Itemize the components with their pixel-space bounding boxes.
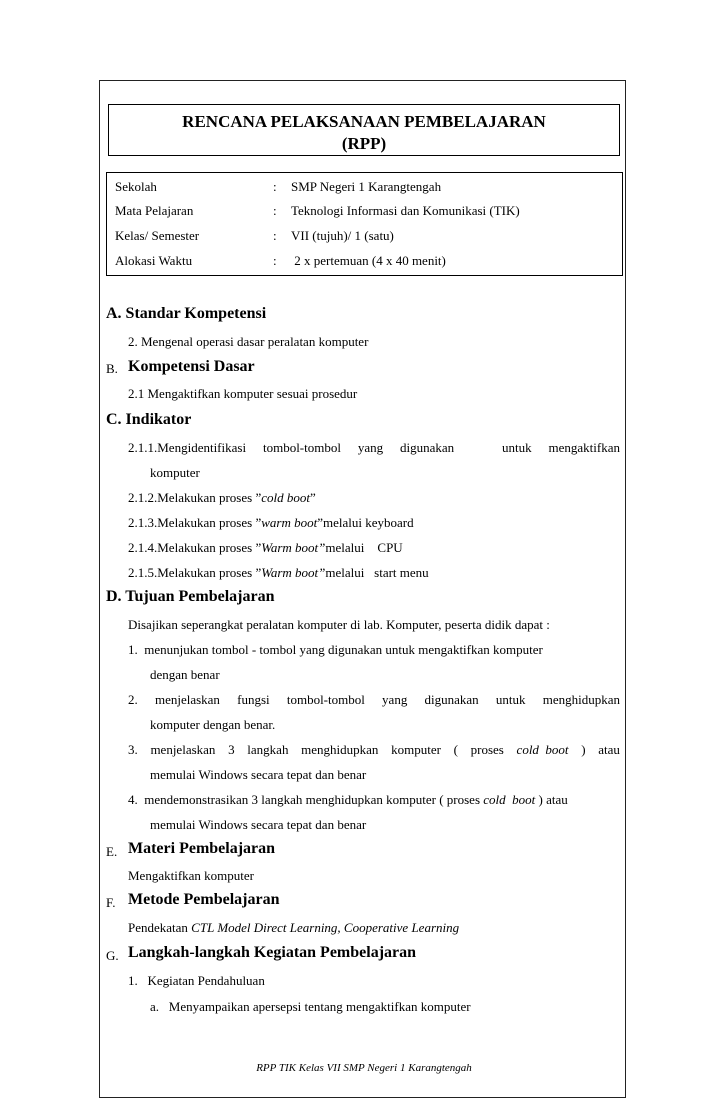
title-line-2: (RPP) (341, 134, 387, 153)
info-label: Kelas/ Semester (115, 228, 200, 243)
heading-letter-f: F. (106, 895, 116, 910)
heading-materi-pembelajaran: Materi Pembelajaran (128, 840, 276, 857)
indikator-item-2-1-5: 2.1.5.Melakukan proses ”Warm boot”melalui start menu (128, 565, 429, 580)
info-label: Sekolah (115, 179, 157, 194)
tujuan-item-2: 2. menjelaskan fungsi tombol-tombol yang digunakan untuk menghidupkan (128, 692, 620, 707)
tujuan-item-4-continued: memulai Windows secara tepat dan benar (150, 817, 367, 832)
tujuan-item-1-continued: dengan benar (150, 667, 220, 682)
heading-metode-pembelajaran: Metode Pembelajaran (128, 891, 280, 908)
tujuan-item-4: 4. mendemonstrasikan 3 langkah menghidupkan komputer ( proses cold boot ) atau (128, 792, 568, 807)
tujuan-intro: Disajikan seperangkat peralatan komputer di lab. Komputer, peserta didik dapat : (128, 617, 550, 632)
info-value: SMP Negeri 1 Karangtengah (291, 179, 442, 194)
title-line-1: RENCANA PELAKSANAAN PEMBELAJARAN (182, 112, 546, 131)
heading-standar-kompetensi: A. Standar Kompetensi (106, 305, 267, 322)
kegiatan-pendahuluan: 1. Kegiatan Pendahuluan (128, 973, 265, 988)
tujuan-item-3-continued: memulai Windows secara tepat dan benar (150, 767, 367, 782)
info-value: Teknologi Informasi dan Komunikasi (TIK) (291, 203, 520, 218)
indikator-item-2-1-4: 2.1.4.Melakukan proses ”Warm boot”melalui CPU (128, 540, 403, 555)
heading-letter-g: G. (106, 948, 119, 963)
tujuan-item-1: 1. menunjukan tombol - tombol yang digunakan untuk mengaktifkan komputer (128, 642, 543, 657)
materi-text: Mengaktifkan komputer (128, 868, 254, 883)
info-colon: : (273, 179, 277, 194)
identity-table (106, 172, 623, 276)
kegiatan-item-a: a. Menyampaikan apersepsi tentang mengaktifkan komputer (150, 999, 471, 1014)
kompetensi-dasar-text: 2.1 Mengaktifkan komputer sesuai prosedur (128, 386, 358, 401)
info-value: VII (tujuh)/ 1 (satu) (291, 228, 394, 243)
info-colon: : (273, 203, 277, 218)
indikator-item-2-1-1-continued: komputer (150, 465, 200, 480)
heading-letter-b: B. (106, 361, 118, 376)
heading-indikator: C. Indikator (106, 411, 192, 428)
indikator-item-2-1-1: 2.1.1.Mengidentifikasi tombol-tombol yang digunakan untuk mengaktifkan (128, 440, 620, 455)
indikator-item-2-1-2: 2.1.2.Melakukan proses ”cold boot” (128, 490, 316, 505)
info-colon: : (273, 253, 277, 268)
document-title (108, 104, 620, 156)
heading-kompetensi-dasar: Kompetensi Dasar (128, 358, 255, 375)
heading-langkah-kegiatan: Langkah-langkah Kegiatan Pembelajaran (128, 944, 417, 961)
indikator-item-2-1-3: 2.1.3.Melakukan proses ”warm boot”melalui keyboard (128, 515, 414, 530)
heading-tujuan-pembelajaran: D. Tujuan Pembelajaran (106, 588, 275, 605)
info-label: Alokasi Waktu (115, 253, 193, 268)
standar-kompetensi-text: 2. Mengenal operasi dasar peralatan komputer (128, 334, 369, 349)
info-label: Mata Pelajaran (115, 203, 194, 218)
info-value: 2 x pertemuan (4 x 40 menit) (291, 253, 446, 268)
page-footer: RPP TIK Kelas VII SMP Negeri 1 Karangtengah (256, 1062, 472, 1074)
tujuan-item-2-continued: komputer dengan benar. (150, 717, 276, 732)
metode-text: Pendekatan CTL Model Direct Learning, Cooperative Learning (128, 920, 460, 935)
info-colon: : (273, 228, 277, 243)
tujuan-item-3: 3. menjelaskan 3 langkah menghidupkan komputer ( proses cold boot ) atau (128, 742, 620, 757)
heading-letter-e: E. (106, 844, 118, 859)
